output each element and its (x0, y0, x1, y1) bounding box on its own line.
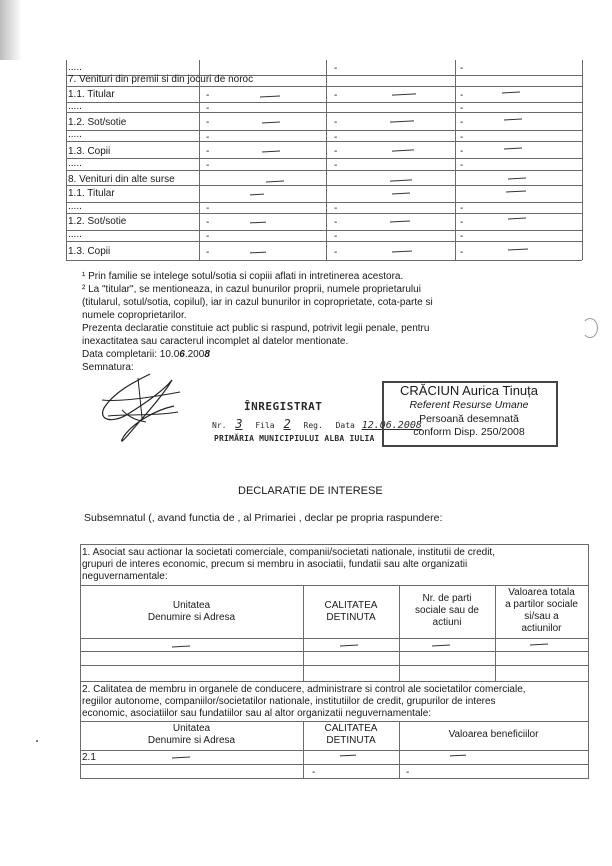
handwritten-stroke (392, 193, 410, 195)
handwritten-signature (94, 370, 186, 448)
col-header-benefits: Valoarea beneficiilor (448, 729, 539, 740)
handwritten-stroke (172, 757, 190, 759)
empty-dash: - (206, 103, 210, 114)
col-header-unit: Unitatea Denumire si Adresa (147, 600, 236, 623)
section-8-header: 8. Venituri din alte surse (68, 174, 175, 185)
handwritten-stroke (340, 645, 358, 647)
handwritten-stroke (450, 755, 466, 757)
handwritten-stroke (506, 190, 526, 192)
empty-dash: - (334, 132, 338, 143)
row-number: 2.1 (82, 752, 96, 763)
official-line-3: Persoană desemnată (419, 413, 519, 425)
section-2-line-3: economic, asociatiilor sau fundatiilor sau al altor organizatii neguvernamentale: (82, 708, 432, 719)
empty-dash: - (206, 90, 210, 101)
row-label: ..... (68, 129, 82, 140)
ink-mark (36, 740, 38, 742)
table-dots: ..... (68, 62, 82, 73)
section-1-line-3: neguvernamentale: (82, 571, 168, 582)
empty-dash: - (334, 146, 338, 157)
stamp-fila-value: 2 (283, 417, 291, 431)
section-2-line-1: 2. Calitatea de membru in organele de conducere, administrare si control ale societatilor comerciale, (82, 684, 526, 695)
empty-dash: - (460, 203, 464, 214)
col-header-quality: CALITATEA DETINUTA (324, 723, 378, 746)
empty-dash: - (334, 117, 338, 128)
section-1-line-1: 1. Asociat sau actionar la societati comerciale, companii/societati nationale, institutii de credit, (82, 547, 495, 558)
interests-title: DECLARATIE DE INTERESE (238, 485, 383, 497)
empty-dash: - (334, 217, 338, 228)
handwritten-stroke (504, 148, 522, 150)
stamp-nr-label: Nr. (212, 421, 227, 430)
stamp-data-value: 12.06.2008 (361, 420, 422, 431)
handwritten-stroke (432, 645, 450, 647)
empty-dash: - (206, 146, 210, 157)
official-role: Referent Resurse Umane (409, 399, 529, 411)
handwritten-stroke (266, 181, 284, 183)
empty-dash: - (460, 231, 464, 242)
empty-dash: - (334, 203, 338, 214)
stamp-data-label: Data (335, 421, 355, 430)
empty-dash: - (334, 247, 338, 258)
empty-dash: - (406, 767, 410, 778)
footnote-2-line-3: numele coproprietarilor. (82, 310, 187, 321)
row-label: 1.1. Titular (68, 89, 115, 100)
interests-intro: Subsemnatul (, avand functia de , al Primariei , declar pe propria raspundere: (84, 512, 443, 524)
empty-dash: - (460, 160, 464, 171)
signature-label: Semnatura: (82, 362, 134, 373)
official-name: CRĂCIUN Aurica Tinuța (400, 383, 538, 398)
handwritten-stroke (508, 248, 528, 250)
stamp-institution: PRIMĂRIA MUNICIPIULUI ALBA IULIA (214, 434, 375, 443)
date-handwritten-year: 8 (204, 349, 210, 360)
date-rest: .200 (184, 349, 205, 360)
handwritten-stroke (502, 92, 520, 94)
handwritten-stroke (250, 222, 266, 224)
footnote-2-line-2: (titularul, sotul/sotia, copilul), iar in cazul bunurilor in coproprietate, cota-parte si (82, 297, 433, 308)
stamp-title: ÎNREGISTRAT (244, 400, 323, 413)
empty-dash: - (206, 132, 210, 143)
handwritten-stroke (250, 252, 266, 254)
empty-dash: - (460, 247, 464, 258)
row-label: 1.2. Sot/sotie (68, 216, 127, 227)
handwritten-stroke (340, 755, 356, 757)
handwritten-stroke (262, 151, 280, 153)
handwritten-stroke (392, 149, 414, 151)
empty-dash: - (460, 63, 464, 74)
handwritten-stroke (392, 93, 416, 95)
handwritten-stroke (504, 119, 522, 121)
stamp-reg-label: Reg. (303, 421, 323, 430)
stamp-nr-value: 3 (235, 417, 243, 431)
handwritten-stroke (250, 194, 264, 196)
empty-dash: - (206, 160, 210, 171)
handwritten-stroke (260, 95, 280, 97)
row-label: 1.3. Copii (68, 246, 111, 257)
stamp-fila-label: Fila (255, 421, 275, 430)
col-header-quality: CALITATEA DETINUTA (324, 600, 378, 623)
row-label: 1.2. Sot/sotie (68, 117, 127, 128)
empty-dash: - (460, 103, 464, 114)
statement-line-1: Prezenta declaratie constituie act public si raspund, potrivit legii penale, pentru (82, 323, 430, 334)
section-7-header: 7. Venituri din premii si din jocuri de noroc (68, 74, 254, 85)
section-1-line-2: grupuri de interes economic, precum si membru in asociatii, fundatii sau alte organizatii (82, 559, 468, 570)
handwritten-stroke (172, 646, 190, 648)
scan-edge-shadow (0, 0, 22, 60)
empty-dash: - (206, 117, 210, 128)
row-label: 1.3. Copii (68, 146, 111, 157)
empty-dash: - (206, 247, 210, 258)
empty-dash: - (312, 767, 316, 778)
official-line-4: conform Disp. 250/2008 (413, 426, 525, 438)
row-label: 1.1. Titular (68, 188, 115, 199)
section-2-line-2: regiilor autonome, companiilor/societatilor nationale, institutiilor de credit, grupurilor de interes (82, 696, 496, 707)
handwritten-stroke (392, 250, 412, 252)
empty-dash: - (334, 90, 338, 101)
handwritten-stroke (390, 220, 410, 222)
empty-dash: - (334, 231, 338, 242)
empty-dash: - (460, 90, 464, 101)
row-label: ..... (68, 101, 82, 112)
date-handwritten: 6 (179, 349, 185, 360)
handwritten-stroke (390, 120, 414, 122)
col-header-total-value: Valoarea totala a partilor sociale si/sau a actiunilor (505, 587, 578, 634)
empty-dash: - (460, 146, 464, 157)
date-label: Data completarii: 10.0 (82, 349, 180, 360)
row-label: ..... (68, 229, 82, 240)
handwritten-stroke (262, 122, 280, 124)
empty-dash: - (460, 117, 464, 128)
handwritten-stroke (508, 218, 526, 220)
empty-dash: - (334, 63, 338, 74)
empty-dash: - (460, 132, 464, 143)
row-label: ..... (68, 201, 82, 212)
col-header-unit: Unitatea Denumire si Adresa (147, 723, 236, 746)
completion-date (82, 349, 210, 361)
footnote-2-line-1: ² La "titular", se mentioneaza, in cazul bunurilor proprii, numele proprietarului (82, 284, 421, 295)
handwritten-stroke (508, 178, 526, 180)
handwritten-stroke (530, 644, 548, 646)
row-label: ..... (68, 158, 82, 169)
empty-dash: - (206, 217, 210, 228)
empty-dash: - (206, 203, 210, 214)
empty-dash: - (206, 231, 210, 242)
col-header-shares: Nr. de parti sociale sau de actiuni (415, 593, 479, 628)
empty-dash: - (460, 217, 464, 228)
punch-hole-mark (582, 318, 598, 338)
empty-dash: - (334, 160, 338, 171)
footnote-1: ¹ Prin familie se intelege sotul/sotia si copiii aflati in intretinerea acestora. (82, 271, 404, 282)
statement-line-2: inexactitatea sau caracterul incomplet al datelor mentionate. (82, 336, 349, 347)
handwritten-stroke (390, 179, 412, 181)
